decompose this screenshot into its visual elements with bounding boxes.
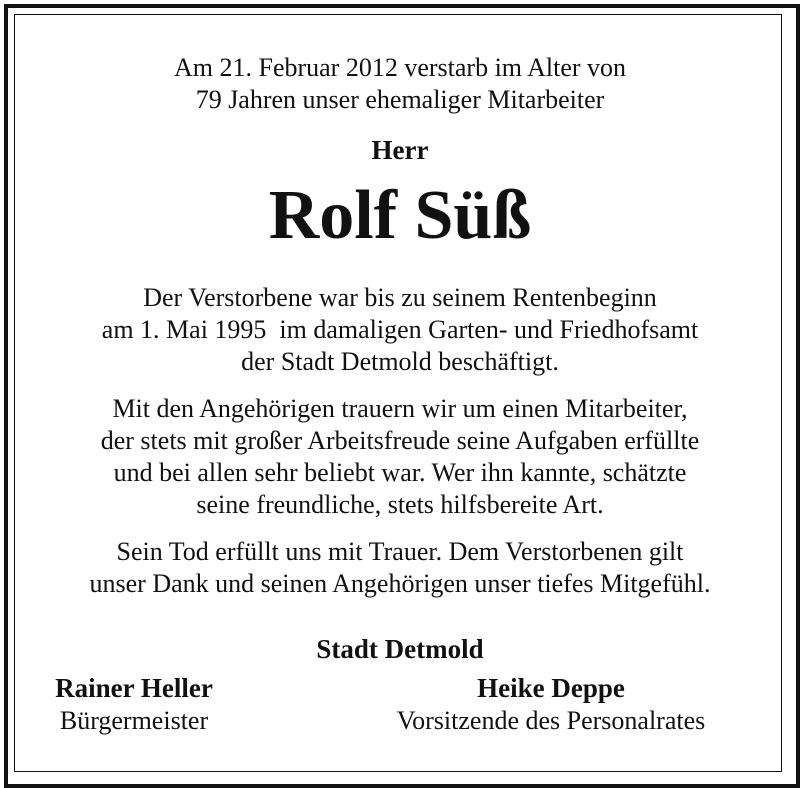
text-line: seine freundliche, stets hilfsbereite Art. xyxy=(196,490,604,519)
text-line: Der Verstorbene war bis zu seinem Rentenbeginn xyxy=(143,283,657,312)
text-line: Sein Tod erfüllt uns mit Trauer. Dem Verstorbenen gilt xyxy=(116,537,684,566)
signer-left xyxy=(16,672,252,738)
signer-name: Heike Deppe xyxy=(477,673,625,703)
text-line: der stets mit großer Arbeitsfreude seine Aufgaben erfüllte xyxy=(100,426,700,455)
paragraph-condolence xyxy=(16,536,784,600)
obituary-notice xyxy=(16,16,784,768)
paragraph-mourning xyxy=(16,393,784,521)
deceased-name: Rolf Süß xyxy=(268,177,532,254)
signer-right xyxy=(326,672,776,738)
text-line: der Stadt Detmold beschäftigt. xyxy=(241,347,559,376)
signer-title: Bürgermeister xyxy=(59,706,209,735)
text-line: Mit den Angehörigen trauern wir um einen Mitarbeiter, xyxy=(112,394,688,423)
text-line: am 1. Mai 1995 im damaligen Garten- und Friedhofsamt xyxy=(101,315,699,344)
intro-line: Am 21. Februar 2012 verstarb im Alter von xyxy=(173,53,627,82)
signer-name: Rainer Heller xyxy=(55,673,213,703)
paragraph-employment xyxy=(16,282,784,378)
organization-name: Stadt Detmold xyxy=(316,634,484,664)
salutation: Herr xyxy=(371,135,429,165)
signer-title: Vorsitzende des Personalrates xyxy=(396,706,706,735)
text-line: und bei allen sehr beliebt war. Wer ihn kannte, schätzte xyxy=(113,458,687,487)
text-line: unser Dank und seinen Angehörigen unser tiefes Mitgefühl. xyxy=(89,569,711,598)
intro-text xyxy=(16,52,784,116)
intro-line: 79 Jahren unser ehemaliger Mitarbeiter xyxy=(195,85,605,114)
